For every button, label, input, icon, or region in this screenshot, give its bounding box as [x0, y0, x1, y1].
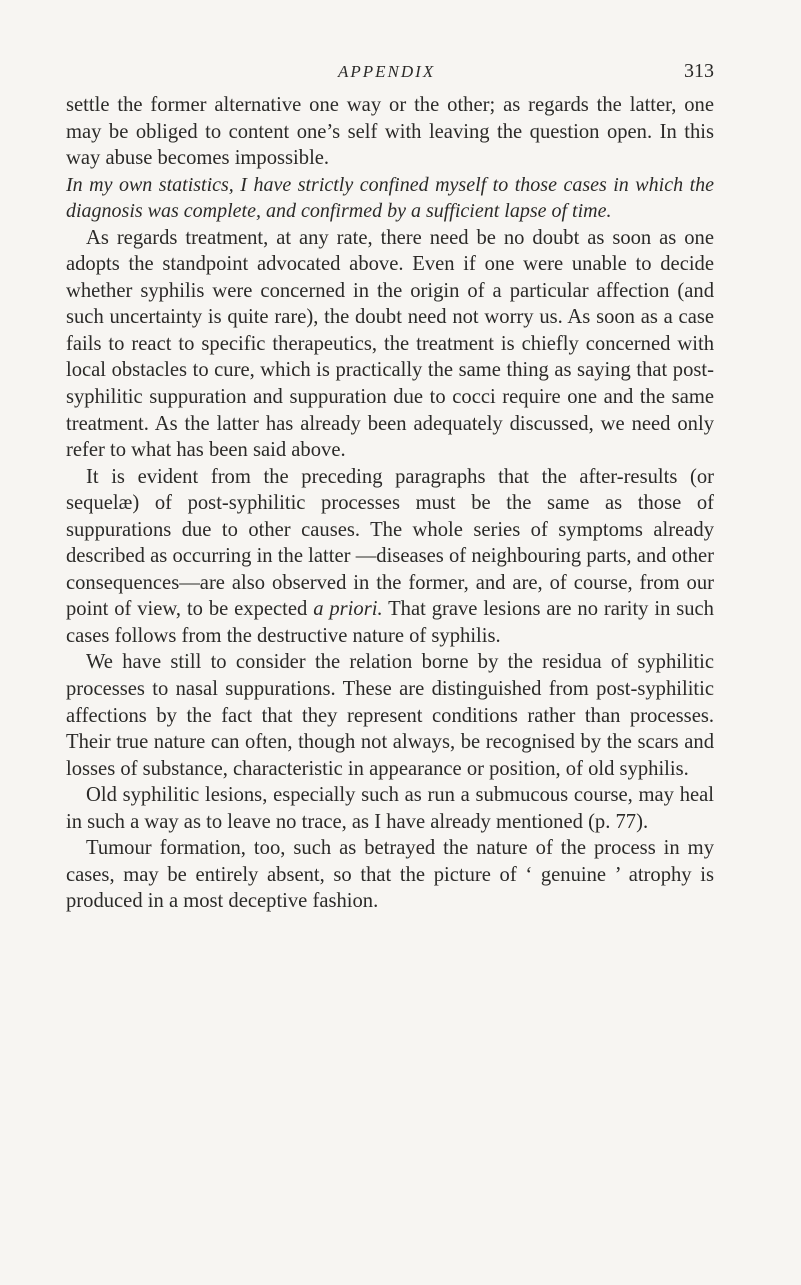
page-number: 313: [684, 60, 714, 82]
paragraph-5: We have still to consider the relation borne by the residua of syphilitic processes to nasal suppurations. These are distinguished from post-syphilitic affections by the fact that they represent conditions rather than processes. Their true nature can often, though not always, be recognised by the scars and losses of substance, characteristic in appearance or position, of old syphilis.: [66, 651, 714, 780]
body-text: [66, 92, 714, 915]
paragraph-4-text-b: That grave lesions are no rarity in such cases follows from the destructive nature of syphilis.: [66, 598, 714, 647]
paragraph-6: Old syphilitic lesions, especially such as run a submucous course, may heal in such a way as to leave no trace, as I have already mentioned (p. 77).: [66, 784, 714, 833]
book-page: [66, 0, 714, 915]
paragraph-4: [66, 464, 714, 650]
paragraph-4-text-a: It is evident from the preceding paragraphs that the after-results (or sequelæ) of post-syphilitic processes must be the same as those of suppurations due to other causes. The whole series of symptoms already described as occurring in the latter —diseases of neighbouring parts, and other consequences—are also observed in the former, and are, of course, from our point of view, to be expected: [66, 465, 714, 621]
paragraph-2-italic: In my own statistics, I have strictly confined myself to those cases in which the diagnosis was complete, and confirmed by a sufficient lapse of time.: [66, 173, 714, 223]
page-header: [66, 0, 714, 92]
running-head: APPENDIX: [338, 62, 436, 81]
paragraph-3: As regards treatment, at any rate, there need be no doubt as soon as one adopts the standpoint advocated above. Even if one were unable to decide whether syphilis were concerned in the origin of a particular affection (and such uncertainty is quite rare), the doubt need not worry us. As soon as a case fails to react to specific therapeutics, the treatment is chiefly concerned with local obstacles to cure, which is practically the same thing as saying that post-syphilitic suppuration and suppuration due to cocci require one and the same treatment. As the latter has already been adequately discussed, we need only refer to what has been said above.: [66, 226, 714, 462]
paragraph-7: Tumour formation, too, such as betrayed the nature of the process in my cases, may be entirely absent, so that the picture of ‘ genuine ’ atrophy is produced in a most deceptive fashion.: [66, 837, 714, 913]
paragraph-4-italic: a priori.: [313, 598, 383, 621]
paragraph-1: settle the former alternative one way or the other; as regards the latter, one may be obliged to content one’s self with leaving the question open. In this way abuse becomes impossible.: [66, 94, 714, 170]
